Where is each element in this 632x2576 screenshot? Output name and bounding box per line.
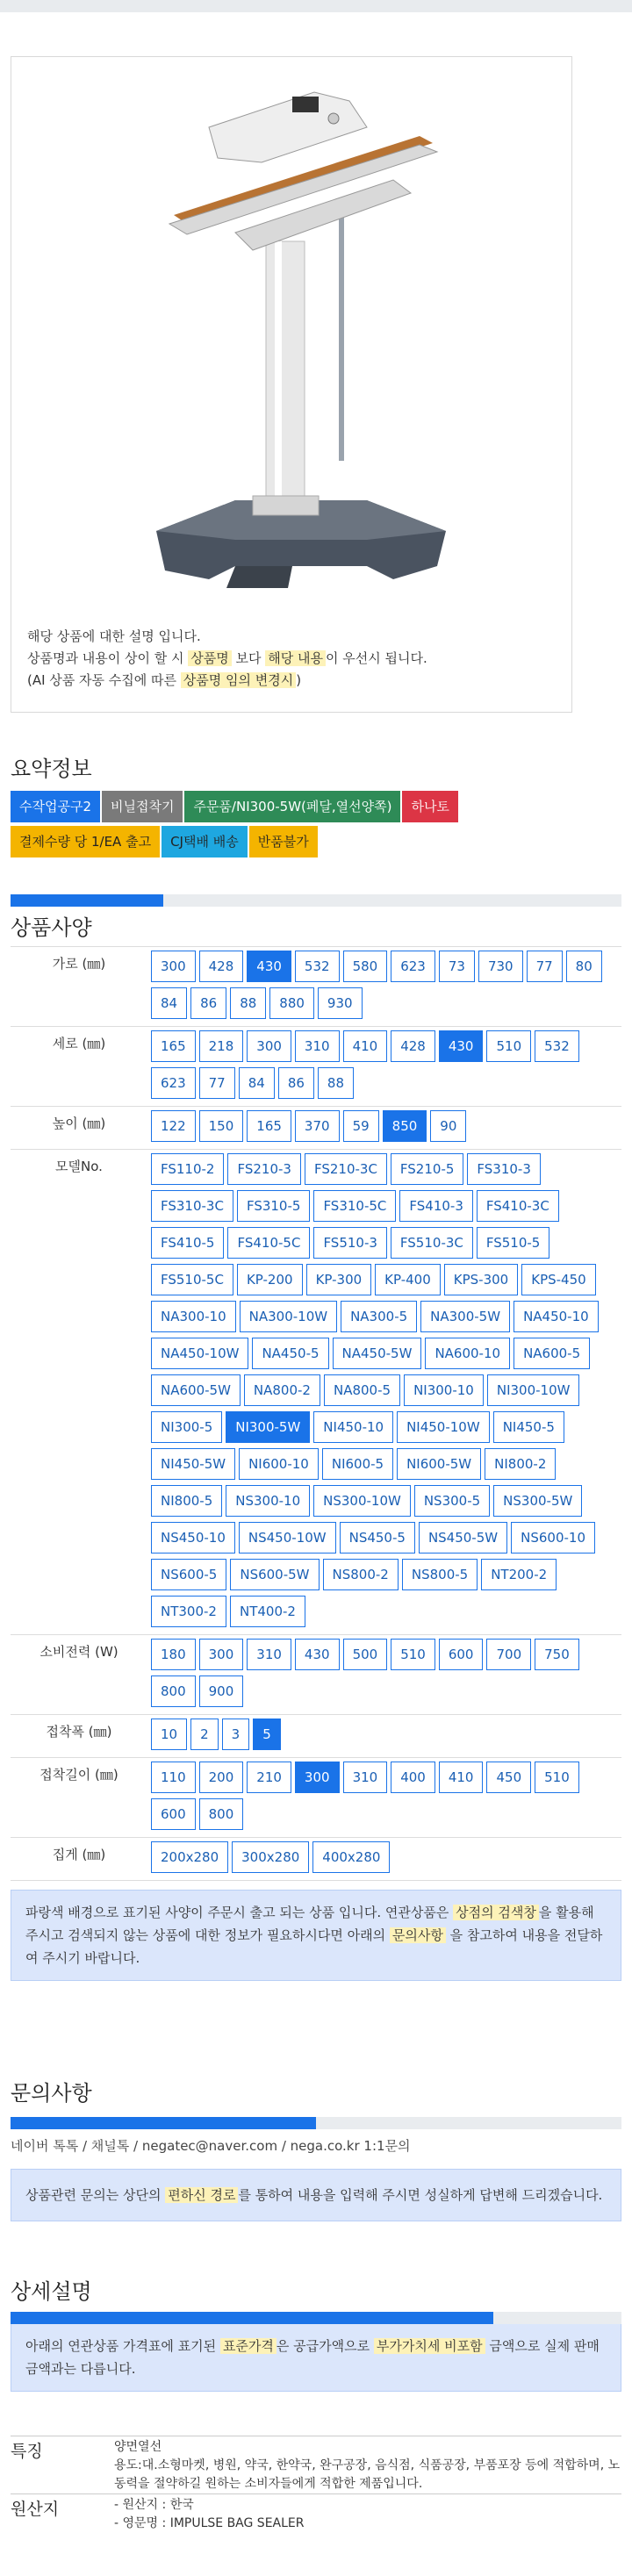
summary-tag: 주문품/NI300-5W(페달,열선양쪽) [184, 791, 400, 822]
spec-option-button[interactable]: KP-300 [306, 1264, 372, 1295]
spec-option-button[interactable]: 59 [343, 1110, 379, 1142]
spec-option-button[interactable]: 210 [247, 1762, 291, 1793]
spec-options [147, 1107, 621, 1149]
spec-options [147, 1027, 621, 1106]
spec-option-button[interactable]: 428 [199, 951, 244, 982]
spec-option-button[interactable]: 110 [151, 1762, 196, 1793]
highlight-vat: 부가가치세 비포함 [374, 2338, 485, 2354]
spec-option-button[interactable]: FS210-3C [305, 1153, 387, 1185]
spec-label: 접착폭 (㎜) [46, 1724, 112, 1740]
spec-option-button[interactable]: 600 [151, 1798, 196, 1830]
product-description [27, 626, 427, 692]
spec-option-button[interactable]: 623 [151, 1067, 196, 1099]
spec-option-button[interactable]: 700 [486, 1639, 531, 1670]
spec-option-button[interactable]: 300x280 [232, 1841, 309, 1873]
spec-option-button[interactable]: 430 [295, 1639, 340, 1670]
spec-option-button[interactable]: NI600-10 [239, 1448, 319, 1480]
product-image-frame [11, 56, 572, 713]
spec-option-button[interactable]: NS450-5 [340, 1522, 415, 1553]
spec-option-button[interactable]: 90 [430, 1110, 466, 1142]
spec-option-button[interactable]: 800 [151, 1675, 196, 1707]
spec-option-button[interactable]: 10 [151, 1719, 187, 1750]
spec-option-button[interactable]: 165 [247, 1110, 291, 1142]
detail-value [114, 2494, 621, 2533]
spec-option-button[interactable]: KPS-450 [521, 1264, 595, 1295]
summary-tags [11, 791, 502, 861]
spec-option-button[interactable]: NI600-5W [397, 1448, 481, 1480]
spec-option-button[interactable]: 5 [253, 1719, 281, 1750]
spec-option-button[interactable]: NS800-5 [402, 1559, 478, 1590]
desc-line-3: (AI 상품 자동 수집에 따른 상품명 임의 변경시 ) [27, 672, 302, 688]
contact-line[interactable]: 네이버 톡톡 / 채널톡 / negatec@naver.com / nega.co.kr 1:1문의 [11, 2138, 411, 2154]
highlight-inquiry: 문의사항 [390, 1927, 446, 1943]
spec-option-button[interactable]: NT300-2 [151, 1596, 226, 1627]
spec-option-button[interactable]: FS410-3 [399, 1190, 472, 1222]
spec-option-button[interactable]: 88 [230, 987, 266, 1019]
summary-tag: 하나토 [402, 791, 457, 822]
summary-tag: CJ택배 배송 [162, 826, 248, 857]
spec-option-button[interactable]: NA800-5 [324, 1374, 400, 1406]
spec-option-button[interactable]: NI300-10W [487, 1374, 580, 1406]
highlight-route: 편하신 경로 [165, 2187, 238, 2203]
spec-option-button[interactable]: 430 [247, 951, 291, 982]
spec-option-button[interactable]: NI300-5W [226, 1411, 310, 1443]
spec-option-button[interactable]: 165 [151, 1030, 196, 1062]
spec-option-button[interactable]: NS600-5 [151, 1559, 226, 1590]
spec-option-button[interactable]: NT400-2 [230, 1596, 305, 1627]
spec-option-button[interactable]: 370 [295, 1110, 340, 1142]
spec-option-button[interactable]: NI800-5 [151, 1485, 222, 1517]
spec-option-button[interactable]: NS600-5W [230, 1559, 319, 1590]
spec-option-button[interactable]: 300 [199, 1639, 244, 1670]
spec-option-button[interactable]: FS510-5 [477, 1227, 549, 1259]
highlight-search: 상점의 검색창 [453, 1905, 539, 1920]
highlight-standard-price: 표준가격 [220, 2338, 276, 2354]
spec-option-button[interactable]: NS800-2 [323, 1559, 399, 1590]
spec-option-button[interactable]: 580 [343, 951, 388, 982]
spec-option-button[interactable]: 77 [199, 1067, 235, 1099]
spec-option-button[interactable]: FS410-5C [227, 1227, 310, 1259]
spec-option-button[interactable]: FS210-3 [227, 1153, 300, 1185]
spec-option-button[interactable]: 532 [535, 1030, 579, 1062]
detail-line: 용도:대.소형마켓, 병원, 약국, 한약국, 완구공장, 음식점, 식품공장, 부품포장 등에 적합하며, 노동력을 절약하길 원하는 소비자들에게 적합한 제품입니다. [114, 2458, 621, 2491]
highlight-rename: 상품명 임의 변경시 [181, 672, 296, 688]
spec-option-button[interactable]: NA300-5 [341, 1301, 417, 1332]
detail-note: 아래의 연관상품 가격표에 표기된 표준가격 은 공급가액으로 부가가치세 비포함 금액으로 실제 판매금액과는 다릅니다. [11, 2324, 621, 2392]
spec-option-button[interactable]: 300 [295, 1762, 340, 1793]
spec-option-button[interactable]: 500 [343, 1639, 388, 1670]
spec-option-button[interactable]: 850 [383, 1110, 427, 1142]
impulse-bag-sealer-image [104, 75, 472, 592]
summary-tag: 결제수량 당 1/EA 출고 [11, 826, 160, 857]
highlight-content: 해당 내용 [265, 650, 326, 666]
detail-label: 특징 [11, 2442, 43, 2461]
detail-label: 원산지 [11, 2500, 60, 2519]
spec-options [147, 1150, 621, 1634]
spec-option-button[interactable]: 310 [343, 1762, 388, 1793]
spec-option-button[interactable]: 730 [478, 951, 523, 982]
spec-option-button[interactable]: KP-200 [237, 1264, 303, 1295]
spec-option-button[interactable]: NS300-10W [313, 1485, 411, 1517]
detail-line: - 원산지 : 한국 [114, 2498, 194, 2512]
summary-title: 요약정보 [11, 757, 92, 781]
spec-note: 파랑색 배경으로 표기된 사양이 주문시 출고 되는 상품 입니다. 연관상품은 상점의 검색창 을 활용해 주시고 검색되지 않는 상품에 대한 정보가 필요하시다면 아래의 문의사항 을 참고하여 내용을 전달하여 주시기 바랍니다. [11, 1890, 621, 1981]
spec-option-button[interactable]: 510 [535, 1762, 579, 1793]
spec-option-button[interactable]: NS450-10W [239, 1522, 336, 1553]
inquiry-progress-bar [11, 2117, 621, 2129]
spec-option-button[interactable]: FS410-3C [477, 1190, 559, 1222]
spec-option-button[interactable]: 430 [439, 1030, 484, 1062]
top-bar [0, 0, 632, 12]
spec-option-button[interactable]: 80 [566, 951, 602, 982]
spec-option-button[interactable]: 218 [199, 1030, 244, 1062]
spec-option-button[interactable]: 410 [343, 1030, 388, 1062]
spec-label: 가로 (㎜) [52, 956, 106, 972]
spec-option-button[interactable]: 400x280 [312, 1841, 390, 1873]
summary-tag: 비닐접착기 [102, 791, 183, 822]
spec-option-button[interactable]: 750 [535, 1639, 579, 1670]
detail-line: 양면열선 [114, 2440, 162, 2454]
spec-option-button[interactable]: 930 [318, 987, 363, 1019]
detail-table [11, 2436, 621, 2533]
spec-label: 접착길이 (㎜) [40, 1767, 118, 1783]
spec-option-button[interactable]: 600 [439, 1639, 484, 1670]
desc-line-1: 해당 상품에 대한 설명 입니다. [27, 628, 201, 644]
spec-row [11, 1107, 621, 1150]
spec-option-button[interactable]: NA300-5W [420, 1301, 510, 1332]
spec-option-button[interactable]: NS600-10 [511, 1522, 595, 1553]
spec-option-button[interactable]: FS310-5C [313, 1190, 396, 1222]
spec-option-button[interactable]: 2 [190, 1719, 219, 1750]
spec-option-button[interactable]: 200x280 [151, 1841, 228, 1873]
spec-option-button[interactable]: NS300-5 [414, 1485, 490, 1517]
spec-label: 세로 (㎜) [52, 1036, 106, 1051]
detail-line: - 영문명 : IMPULSE BAG SEALER [114, 2516, 305, 2530]
detail-row [11, 2493, 621, 2533]
spec-label: 소비전력 (W) [40, 1644, 118, 1660]
desc-line-2: 상품명과 내용이 상이 할 시 상품명 보다 해당 내용 이 우선시 됩니다. [27, 650, 427, 666]
spec-row [11, 947, 621, 1027]
spec-option-button[interactable]: NS450-5W [419, 1522, 507, 1553]
inquiry-note: 상품관련 문의는 상단의 편하신 경로 를 통하여 내용을 입력해 주시면 성실하게 답변해 드리겠습니다. [11, 2169, 621, 2221]
spec-options [147, 1838, 621, 1880]
detail-title: 상세설명 [11, 2279, 92, 2304]
spec-option-button[interactable]: NI450-10 [313, 1411, 393, 1443]
spec-option-button[interactable]: 880 [269, 987, 314, 1019]
spec-option-button[interactable]: 150 [199, 1110, 244, 1142]
spec-options [147, 1758, 621, 1837]
spec-option-button[interactable]: 73 [439, 951, 475, 982]
spec-row [11, 1838, 621, 1881]
spec-option-button[interactable]: 180 [151, 1639, 196, 1670]
spec-option-button[interactable]: 450 [486, 1762, 531, 1793]
spec-options [147, 947, 621, 1026]
spec-option-button[interactable]: 200 [199, 1762, 244, 1793]
spec-options [147, 1715, 621, 1757]
spec-option-button[interactable]: FS210-5 [391, 1153, 463, 1185]
spec-option-button[interactable]: NA450-10 [514, 1301, 599, 1332]
spec-option-button[interactable]: NA800-2 [244, 1374, 320, 1406]
highlight-product-name: 상품명 [188, 650, 231, 666]
spec-option-button[interactable]: 84 [239, 1067, 275, 1099]
spec-option-button[interactable]: 900 [199, 1675, 244, 1707]
detail-value [114, 2436, 621, 2493]
spec-option-button[interactable]: FS410-5 [151, 1227, 224, 1259]
spec-option-button[interactable]: 86 [190, 987, 226, 1019]
spec-option-button[interactable]: 122 [151, 1110, 196, 1142]
spec-progress-bar [11, 894, 621, 907]
spec-option-button[interactable]: 310 [247, 1639, 291, 1670]
spec-option-button[interactable]: 300 [247, 1030, 291, 1062]
spec-option-button[interactable]: NA300-10 [151, 1301, 236, 1332]
spec-option-button[interactable]: FS310-3C [151, 1190, 233, 1222]
spec-option-button[interactable]: FS310-3 [467, 1153, 540, 1185]
spec-option-button[interactable]: 84 [151, 987, 187, 1019]
spec-option-button[interactable]: NA300-10W [240, 1301, 337, 1332]
spec-option-button[interactable]: FS110-2 [151, 1153, 224, 1185]
spec-option-button[interactable]: 800 [199, 1798, 244, 1830]
spec-option-button[interactable]: FS510-3 [313, 1227, 386, 1259]
summary-tag: 수작업공구2 [11, 791, 100, 822]
spec-option-button[interactable]: NS450-10 [151, 1522, 235, 1553]
spec-row [11, 1758, 621, 1838]
spec-option-button[interactable]: 88 [318, 1067, 354, 1099]
spec-options [147, 1635, 621, 1714]
spec-label: 집게 (㎜) [52, 1847, 106, 1862]
spec-option-button[interactable]: NA600-5W [151, 1374, 241, 1406]
spec-option-button[interactable]: NS300-5W [493, 1485, 582, 1517]
spec-label: 모델No. [55, 1159, 103, 1174]
spec-option-button[interactable]: NA600-5 [514, 1338, 590, 1369]
spec-option-button[interactable]: NA600-10 [425, 1338, 510, 1369]
spec-option-button[interactable]: FS510-5C [151, 1264, 233, 1295]
spec-option-button[interactable]: NI600-5 [322, 1448, 393, 1480]
spec-option-button[interactable]: NT200-2 [481, 1559, 557, 1590]
spec-option-button[interactable]: NS300-10 [226, 1485, 310, 1517]
spec-option-button[interactable]: NI450-5 [493, 1411, 564, 1443]
spec-option-button[interactable]: 510 [486, 1030, 531, 1062]
spec-label: 높이 (㎜) [52, 1116, 106, 1131]
spec-option-button[interactable]: 410 [439, 1762, 484, 1793]
spec-title: 상품사양 [11, 915, 92, 940]
spec-option-button[interactable]: 300 [151, 951, 196, 982]
spec-option-button[interactable]: 510 [391, 1639, 435, 1670]
summary-tag: 반품불가 [249, 826, 318, 857]
spec-option-button[interactable]: NA450-5W [333, 1338, 422, 1369]
spec-row [11, 1027, 621, 1107]
detail-progress-bar [11, 2312, 621, 2324]
detail-row [11, 2436, 621, 2493]
spec-row [11, 1150, 621, 1635]
spec-option-button[interactable]: NA450-5 [252, 1338, 328, 1369]
spec-option-button[interactable]: 532 [295, 951, 340, 982]
spec-option-button[interactable]: NA450-10W [151, 1338, 248, 1369]
spec-table [11, 946, 621, 1881]
spec-row [11, 1635, 621, 1715]
spec-option-button[interactable]: 623 [391, 951, 435, 982]
spec-option-button[interactable]: FS510-3C [391, 1227, 473, 1259]
spec-option-button[interactable]: NI800-2 [485, 1448, 556, 1480]
spec-option-button[interactable]: 86 [278, 1067, 314, 1099]
spec-option-button[interactable]: 77 [527, 951, 563, 982]
spec-option-button[interactable]: 400 [391, 1762, 435, 1793]
inquiry-title: 문의사항 [11, 2081, 92, 2106]
spec-option-button[interactable]: NI450-5W [151, 1448, 235, 1480]
spec-option-button[interactable]: 310 [295, 1030, 340, 1062]
spec-option-button[interactable]: NI450-10W [397, 1411, 490, 1443]
spec-option-button[interactable]: NI300-10 [404, 1374, 484, 1406]
spec-option-button[interactable]: KP-400 [375, 1264, 441, 1295]
spec-option-button[interactable]: NI300-5 [151, 1411, 222, 1443]
spec-option-button[interactable]: FS310-5 [237, 1190, 310, 1222]
spec-option-button[interactable]: KPS-300 [444, 1264, 518, 1295]
spec-row [11, 1715, 621, 1758]
spec-option-button[interactable]: 3 [222, 1719, 250, 1750]
spec-option-button[interactable]: 428 [391, 1030, 435, 1062]
